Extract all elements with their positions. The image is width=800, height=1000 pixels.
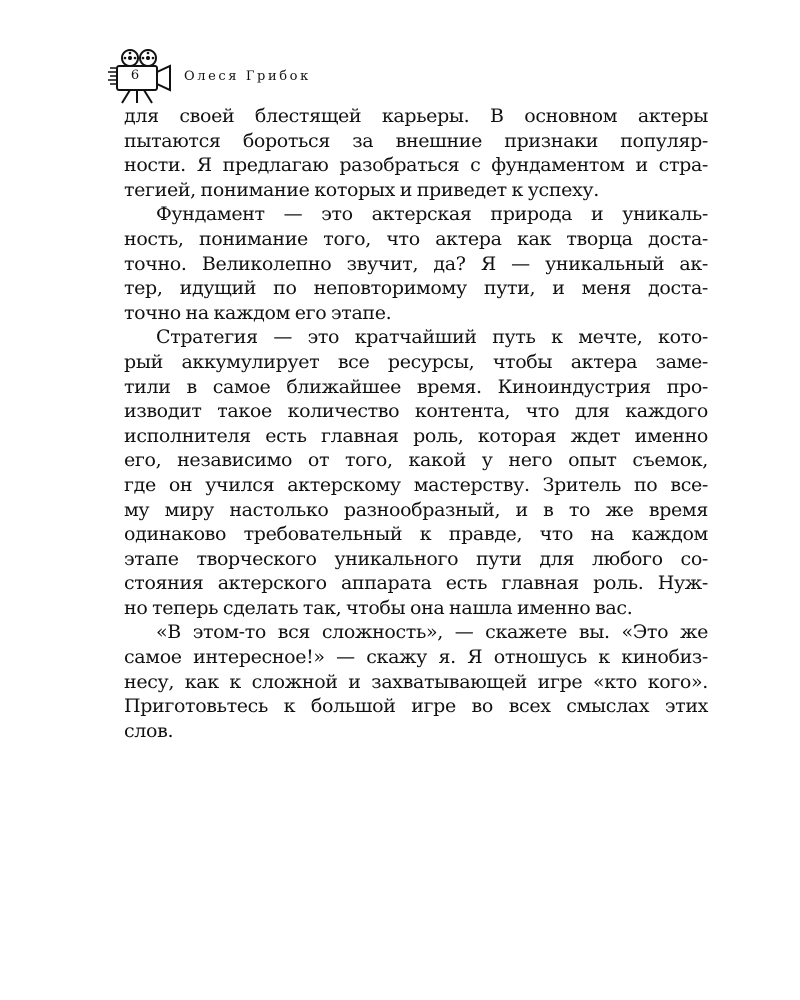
- text-line: тили в самое ближайшее время. Киноиндустрия про-: [124, 375, 708, 398]
- text-line: одинаково требовательный к правде, что на каждом: [124, 523, 708, 546]
- text-line: изводит такое количество контента, что для каждого: [124, 400, 708, 423]
- text-line: «В этом-то вся сложность», — скажете вы. «Это же: [156, 621, 708, 644]
- text-line: несу, как к сложной и захватывающей игре «кто кого».: [124, 670, 708, 693]
- text-line: ности. Я предлагаю разобраться с фундаментом и стра-: [124, 154, 708, 177]
- text-line: этапе творческого уникального пути для любого со-: [124, 547, 708, 570]
- running-head-author: Олеся Грибок: [184, 69, 311, 84]
- text-line: исполнителя есть главная роль, которая ждет именно: [124, 424, 708, 447]
- text-line: пытаются бороться за внешние признаки популяр-: [124, 129, 708, 152]
- text-line: слов.: [124, 719, 174, 742]
- text-line: для своей блестящей карьеры. В основном актеры: [124, 105, 708, 127]
- text-line: где он учился актерскому мастерству. Зритель по все-: [124, 473, 708, 496]
- text-line: но теперь сделать так, чтобы она нашла именно вас.: [124, 596, 633, 619]
- text-line: му миру настолько разнообразный, и в то же время: [124, 498, 708, 521]
- text-line: точно на каждом его этапе.: [124, 301, 392, 324]
- text-line: его, независимо от того, какой у него опыт съемок,: [124, 449, 708, 472]
- page-number: 6: [130, 68, 140, 83]
- text-line: Приготовьтесь к большой игре во всех смыслах этих: [124, 695, 708, 718]
- text-line: точно. Великолепно звучит, да? Я — уникальный ак-: [124, 252, 708, 275]
- text-line: тер, идущий по неповторимому пути, и меня доста-: [124, 277, 708, 300]
- text-line: ность, понимание того, что актера как творца доста-: [124, 227, 708, 250]
- page-header: [108, 48, 708, 104]
- body-text: [124, 104, 708, 743]
- text-line: тегией, понимание которых и приведет к успеху.: [124, 178, 599, 201]
- text-line: Стратегия — это кратчайший путь к мечте, кото-: [156, 326, 708, 349]
- text-line: рый аккумулирует все ресурсы, чтобы актера заме-: [124, 350, 708, 373]
- text-line: самое интересное!» — скажу я. Я отношусь к кинобиз-: [124, 646, 708, 669]
- text-line: Фундамент — это актерская природа и уникаль-: [156, 203, 708, 226]
- text-line: стояния актерского аппарата есть главная роль. Нуж-: [124, 572, 708, 595]
